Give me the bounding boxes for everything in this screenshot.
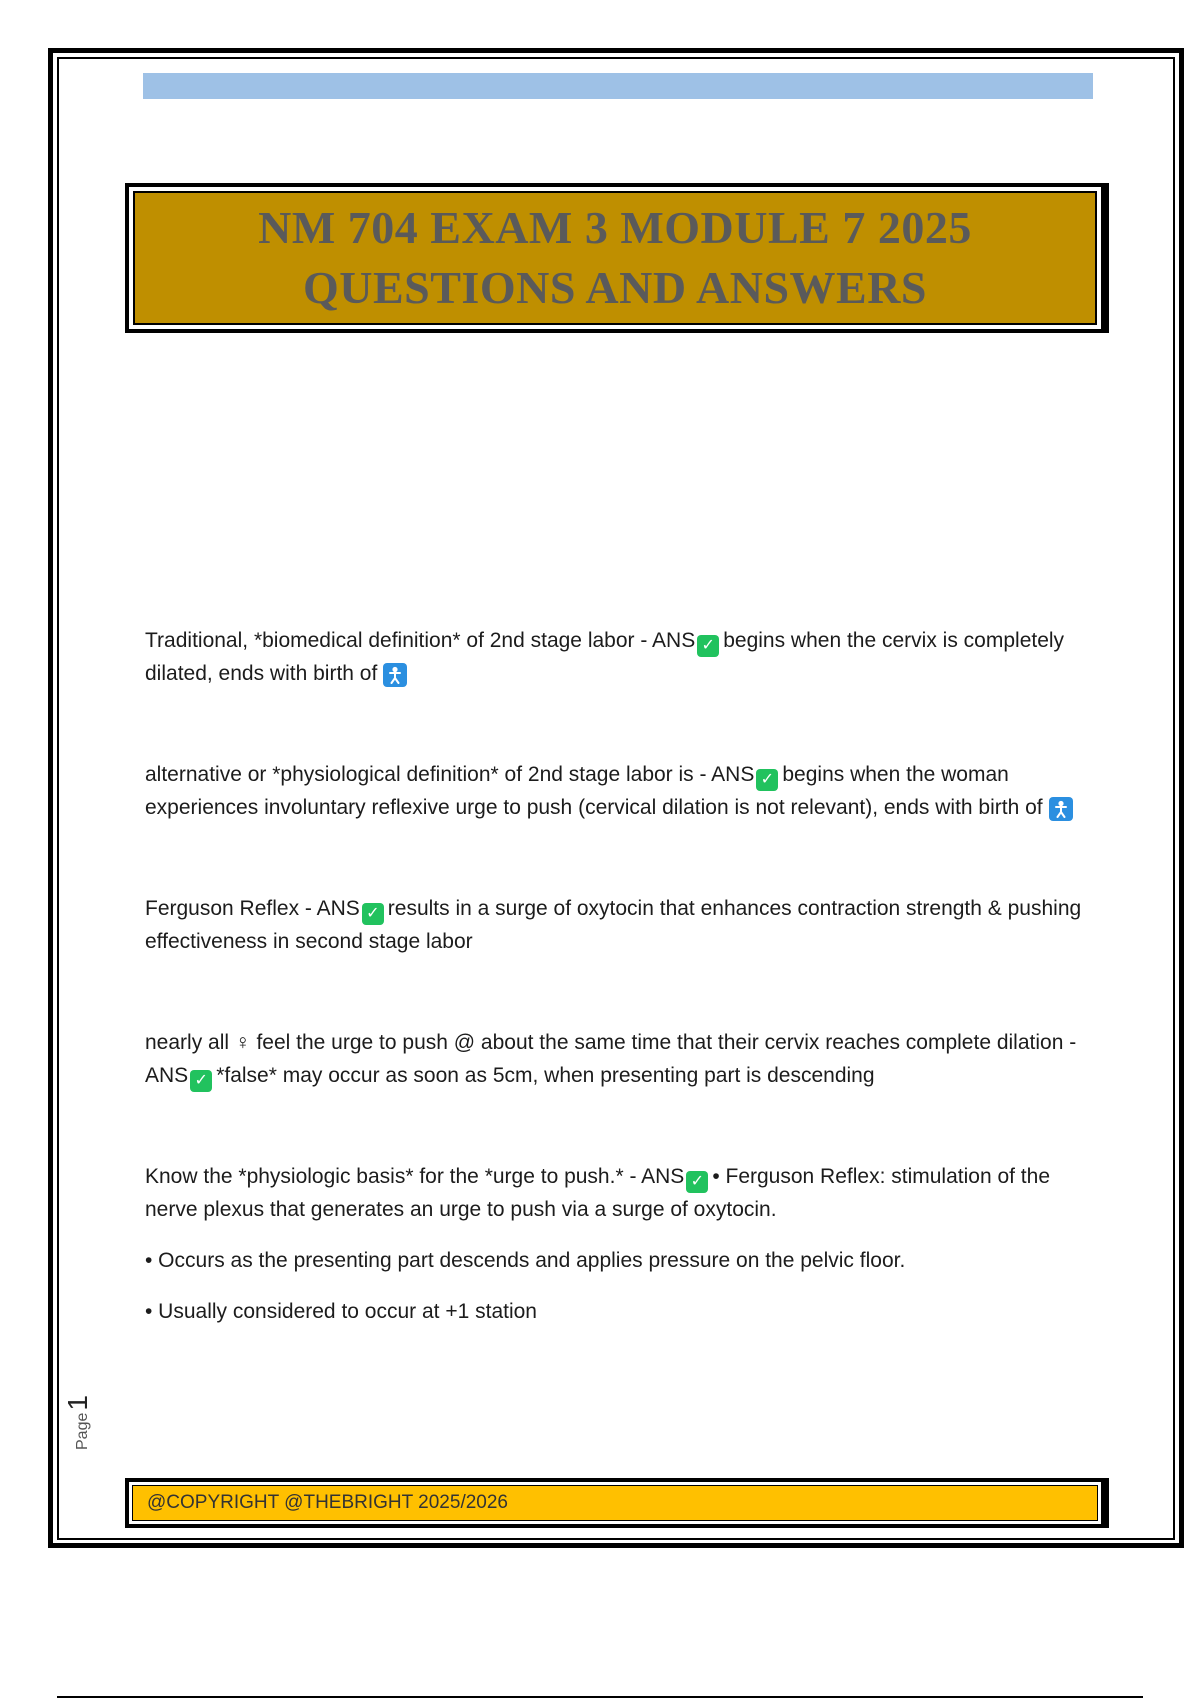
document-title-line-2: QUESTIONS AND ANSWERS bbox=[302, 262, 928, 313]
title-banner bbox=[133, 191, 1097, 325]
page-number-value: 1 bbox=[62, 1395, 93, 1411]
qa-item bbox=[145, 892, 1090, 958]
page-number bbox=[62, 1380, 102, 1450]
question-text: nearly all ♀ feel the urge to push @ about the same time that their cervix reaches complete dilation - ANS bbox=[145, 1031, 1077, 1087]
qa-list bbox=[145, 624, 1090, 1328]
qa-item bbox=[145, 758, 1090, 824]
answer-text: *false* may occur as soon as 5cm, when presenting part is descending bbox=[216, 1064, 875, 1087]
white-check-mark-icon: ✓ bbox=[686, 1171, 708, 1193]
answer-text: begins when the cervix is completely dilated, ends with birth of bbox=[145, 629, 1065, 685]
qa-item bbox=[145, 1026, 1090, 1092]
question-text: Know the *physiologic basis* for the *urge to push.* - ANS bbox=[145, 1165, 685, 1188]
question-text: Traditional, *biomedical definition* of 2nd stage labor - ANS bbox=[145, 629, 696, 652]
baby-symbol-icon bbox=[1049, 797, 1073, 821]
qa-item bbox=[145, 1160, 1090, 1328]
qa-item bbox=[145, 624, 1090, 690]
page-number-rotated bbox=[62, 1395, 94, 1450]
footer-box bbox=[125, 1478, 1109, 1528]
copyright-text: @COPYRIGHT @THEBRIGHT 2025/2026 bbox=[147, 1492, 508, 1513]
page-label: Page bbox=[74, 1412, 91, 1450]
answer-text: • Ferguson Reflex: stimulation of the nerve plexus that generates an urge to push via a surge of oxytocin. bbox=[145, 1165, 1050, 1221]
title-box bbox=[125, 183, 1109, 333]
footer-banner bbox=[132, 1485, 1098, 1521]
bottom-divider bbox=[57, 1696, 1143, 1698]
answer-text: results in a surge of oxytocin that enhances contraction strength & pushing effectiveness in second stage labor bbox=[145, 897, 1082, 953]
white-check-mark-icon: ✓ bbox=[190, 1070, 212, 1092]
white-check-mark-icon: ✓ bbox=[697, 635, 719, 657]
document-title-line-1: NM 704 EXAM 3 MODULE 7 2025 bbox=[258, 202, 972, 253]
qa-item-main bbox=[145, 1160, 1090, 1226]
white-check-mark-icon: ✓ bbox=[756, 769, 778, 791]
bullet-item: • Occurs as the presenting part descends and applies pressure on the pelvic floor. bbox=[145, 1249, 906, 1272]
baby-symbol-icon bbox=[383, 663, 407, 687]
header-accent-bar bbox=[143, 73, 1093, 99]
question-text: alternative or *physiological definition* of 2nd stage labor is - ANS bbox=[145, 763, 755, 786]
bullet-item: • Usually considered to occur at +1 station bbox=[145, 1300, 537, 1323]
white-check-mark-icon: ✓ bbox=[362, 903, 384, 925]
question-text: Ferguson Reflex - ANS bbox=[145, 897, 360, 920]
answer-text: begins when the woman experiences involuntary reflexive urge to push (cervical dilation is not relevant), ends with birth of bbox=[145, 763, 1043, 819]
